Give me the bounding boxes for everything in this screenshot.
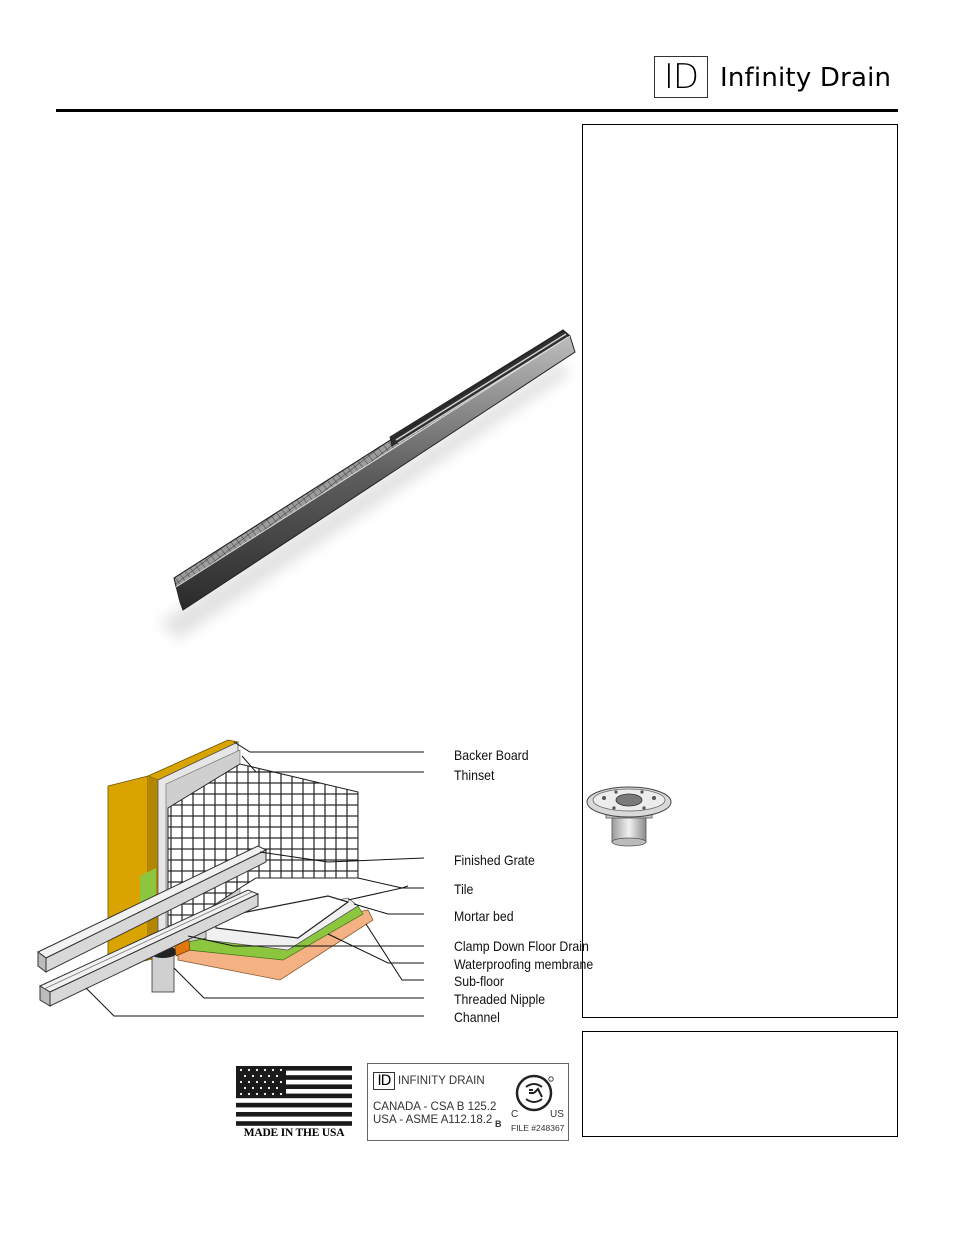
header-rule bbox=[56, 109, 898, 112]
csa-certification-label bbox=[367, 1063, 569, 1141]
csa-line-canada: CANADA - CSA B 125.2 bbox=[373, 1101, 497, 1113]
brand-name: Infinity Drain bbox=[720, 63, 892, 93]
logo-mark: ID bbox=[663, 57, 699, 97]
callout-mortar-bed: Mortar bed bbox=[454, 908, 514, 924]
callout-backer-board: Backer Board bbox=[454, 747, 529, 763]
note-panel bbox=[582, 1031, 898, 1137]
flag-icon bbox=[236, 1066, 352, 1126]
callout-tile: Tile bbox=[454, 881, 474, 897]
csa-file-number: FILE #248367 bbox=[511, 1123, 565, 1133]
callout-threaded-nipple: Threaded Nipple bbox=[454, 991, 546, 1007]
flag-caption: MADE IN THE USA bbox=[243, 1127, 345, 1139]
csa-brand: INFINITY DRAIN bbox=[398, 1075, 485, 1087]
callout-thinset: Thinset bbox=[454, 767, 495, 783]
callout-channel: Channel bbox=[454, 1009, 500, 1025]
csa-cert-c: C bbox=[511, 1109, 519, 1120]
csa-logo-mark: ID bbox=[373, 1072, 395, 1090]
csa-line-usa: USA - ASME A112.18.2 bbox=[373, 1114, 493, 1126]
made-in-usa-badge bbox=[236, 1066, 352, 1140]
csa-seal-icon bbox=[514, 1073, 554, 1113]
csa-cert-us: US bbox=[550, 1109, 564, 1120]
clamp-drain-image bbox=[584, 780, 674, 850]
callout-clamp-down-floor-drain: Clamp Down Floor Drain bbox=[454, 938, 589, 954]
callout-finished-grate: Finished Grate bbox=[454, 852, 535, 868]
linear-drain-image bbox=[150, 322, 580, 652]
callout-sub-floor: Sub-floor bbox=[454, 973, 504, 989]
specification-panel bbox=[582, 124, 898, 1018]
installation-diagram bbox=[28, 728, 594, 1033]
csa-grade: B bbox=[495, 1119, 502, 1129]
callout-waterproofing-membrane: Waterproofing membrane bbox=[454, 956, 594, 972]
